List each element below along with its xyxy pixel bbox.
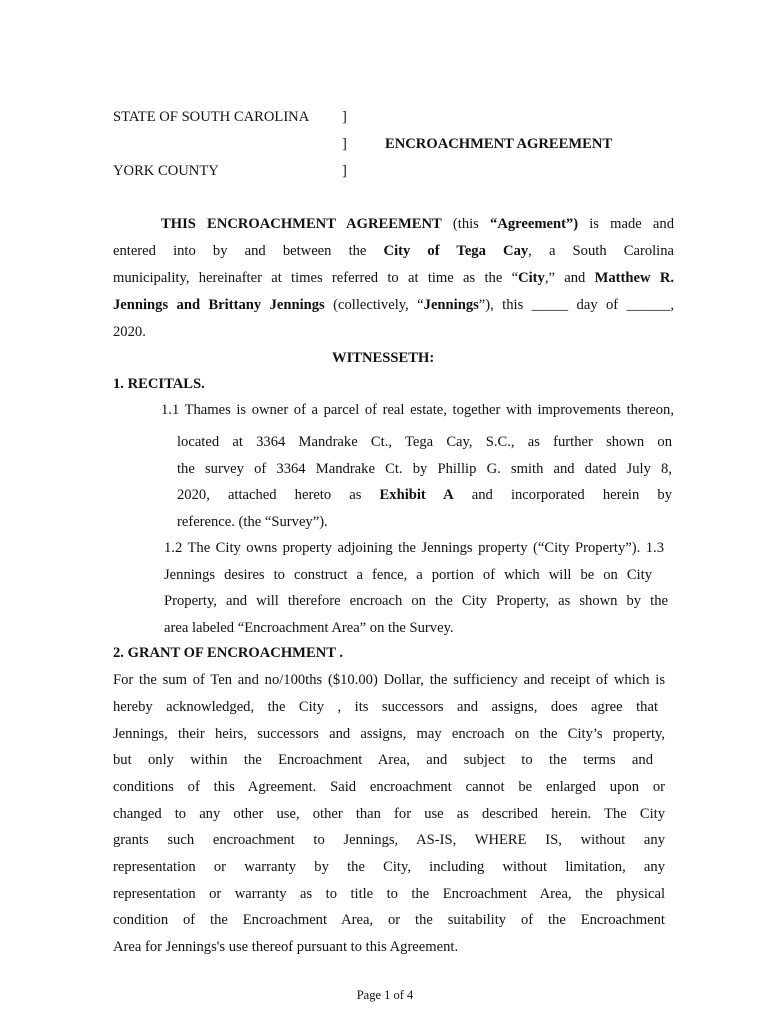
body-line: representation or warranty as to title to the Encroachment Area, the physical: [113, 886, 665, 902]
state-caption: STATE OF SOUTH CAROLINA: [113, 109, 310, 125]
body-line: but only within the Encroachment Area, and subject to the terms and: [113, 752, 653, 768]
recital-line: area labeled “Encroachment Area” on the Survey.: [164, 620, 454, 636]
recital-line: 1.2 The City owns property adjoining the Jennings property (“City Property”). 1.3: [164, 540, 664, 556]
witnesseth-heading: WITNESSETH:: [332, 350, 435, 366]
section-heading: 2. GRANT OF ENCROACHMENT .: [113, 645, 344, 661]
recital-line: 1.1 Thames is owner of a parcel of real estate, together with improvements thereon,: [161, 402, 674, 418]
recital-line: located at 3364 Mandrake Ct., Tega Cay, S.C., as further shown on: [177, 434, 672, 450]
recital-line: Jennings desires to construct a fence, a portion of which will be on City: [164, 567, 652, 583]
county-caption: YORK COUNTY: [113, 163, 219, 179]
intro-line: THIS ENCROACHMENT AGREEMENT (this “Agreement”) is made and: [161, 216, 674, 232]
body-line: conditions of this Agreement. Said encroachment cannot be enlarged upon or: [113, 779, 665, 795]
recital-line: 2020, attached hereto as Exhibit A and incorporated herein by: [177, 487, 672, 503]
section-heading: 1. RECITALS.: [113, 376, 205, 392]
caption-bracket: ]: [342, 136, 347, 152]
recital-line: the survey of 3364 Mandrake Ct. by Phillip G. smith and dated July 8,: [177, 461, 672, 477]
recital-line: Property, and will therefore encroach on the City Property, as shown by the: [164, 593, 668, 609]
intro-line: municipality, hereinafter at times referred to at time as the “City,” and Matthew R.: [113, 270, 675, 286]
recital-line: reference. (the “Survey”).: [177, 514, 328, 530]
document-title: ENCROACHMENT AGREEMENT: [385, 136, 613, 152]
body-line: changed to any other use, other than for use as described herein. The City: [113, 806, 665, 822]
intro-line: 2020.: [113, 324, 146, 340]
body-line: hereby acknowledged, the City , its successors and assigns, does agree that: [113, 699, 658, 715]
body-line: representation or warranty by the City, including without limitation, any: [113, 859, 665, 875]
body-line: condition of the Encroachment Area, or the suitability of the Encroachment: [113, 912, 665, 928]
body-line: Jennings, their heirs, successors and assigns, may encroach on the City’s property,: [113, 726, 665, 742]
body-line: grants such encroachment to Jennings, AS-IS, WHERE IS, without any: [113, 832, 665, 848]
intro-line: Jennings and Brittany Jennings (collectively, “Jennings”), this _____ day of ______,: [113, 297, 674, 313]
caption-bracket: ]: [342, 109, 347, 125]
page-number: Page 1 of 4: [356, 988, 414, 1002]
body-line: For the sum of Ten and no/100ths ($10.00) Dollar, the sufficiency and receipt of which is: [113, 672, 665, 688]
caption-bracket: ]: [342, 163, 347, 179]
intro-line: entered into by and between the City of Tega Cay, a South Carolina: [113, 243, 674, 259]
body-line: Area for Jennings's use thereof pursuant to this Agreement.: [113, 939, 459, 955]
